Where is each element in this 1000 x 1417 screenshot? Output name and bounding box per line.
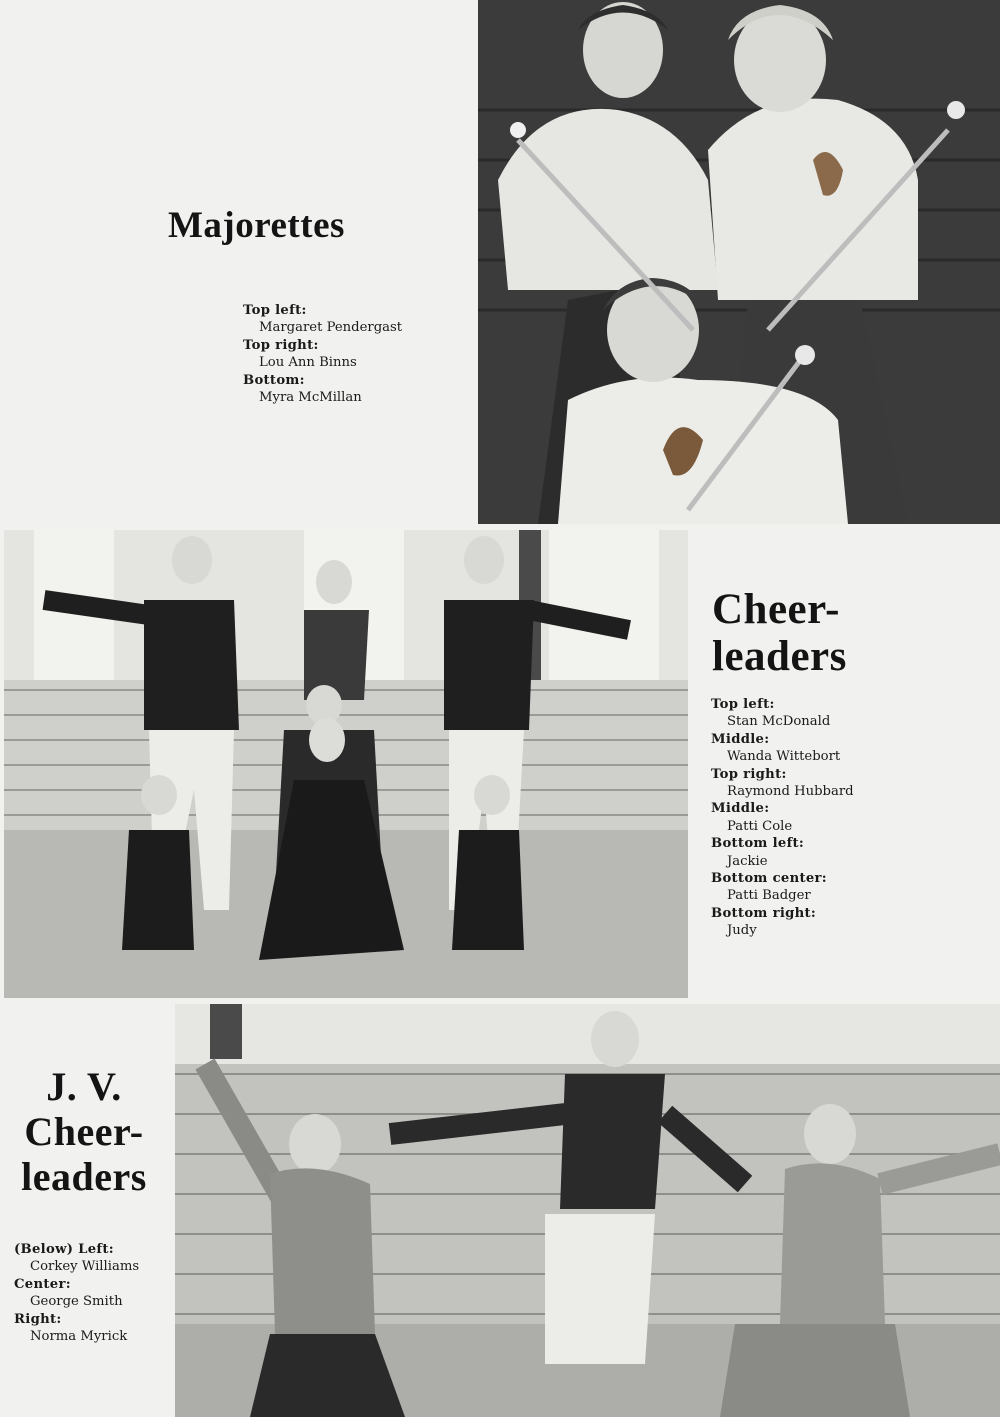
cheerleaders-heading [712,586,847,680]
credit-name: George Smith [30,1294,123,1310]
majorettes-heading: Majorettes [168,205,345,246]
credit-name: Jackie [727,853,768,869]
credit-name: Patti Cole [727,818,793,834]
credit-name: Margaret Pendergast [259,320,403,336]
heading-line: Cheer- [712,586,840,633]
cheerleaders-credits [711,696,854,940]
jv-cheerleaders-photo [175,1004,1000,1417]
credit-role: Top left: [243,303,307,318]
credit-role: Middle: [711,801,770,817]
credit-role: Bottom center: [711,871,827,887]
credit-role: Top right: [711,766,787,782]
credit-name: Wanda Wittebort [727,749,841,765]
credit-name: Judy [727,923,757,939]
cheerleaders-photo [4,530,688,998]
credit-role: (Below) Left: [14,1242,114,1257]
majorettes-photo [478,0,1000,524]
heading-line: Cheer- [24,1109,144,1154]
credit-role: Top right: [243,337,319,353]
credit-name: Norma Myrick [30,1329,128,1345]
credit-name: Lou Ann Binns [259,355,357,371]
credit-role: Bottom right: [711,905,817,921]
credit-name: Stan McDonald [727,714,831,730]
credit-name: Corkey Williams [30,1259,140,1275]
credit-role: Right: [14,1311,62,1327]
credit-name: Raymond Hubbard [727,784,854,800]
heading-line: J. V. [46,1064,122,1109]
credit-name: Patti Badger [727,888,811,904]
credit-role: Bottom left: [711,836,805,852]
majorettes-credits [243,302,402,406]
credit-role: Bottom: [243,372,305,388]
jv-cheerleaders-heading [18,1064,150,1199]
heading-line: leaders [712,633,847,680]
credit-role: Center: [14,1276,71,1292]
credit-role: Middle: [711,731,770,747]
credit-name: Myra McMillan [259,390,362,406]
credit-role: Top left: [711,697,775,712]
jv-cheerleaders-credits [14,1241,139,1345]
heading-line: leaders [21,1154,147,1199]
